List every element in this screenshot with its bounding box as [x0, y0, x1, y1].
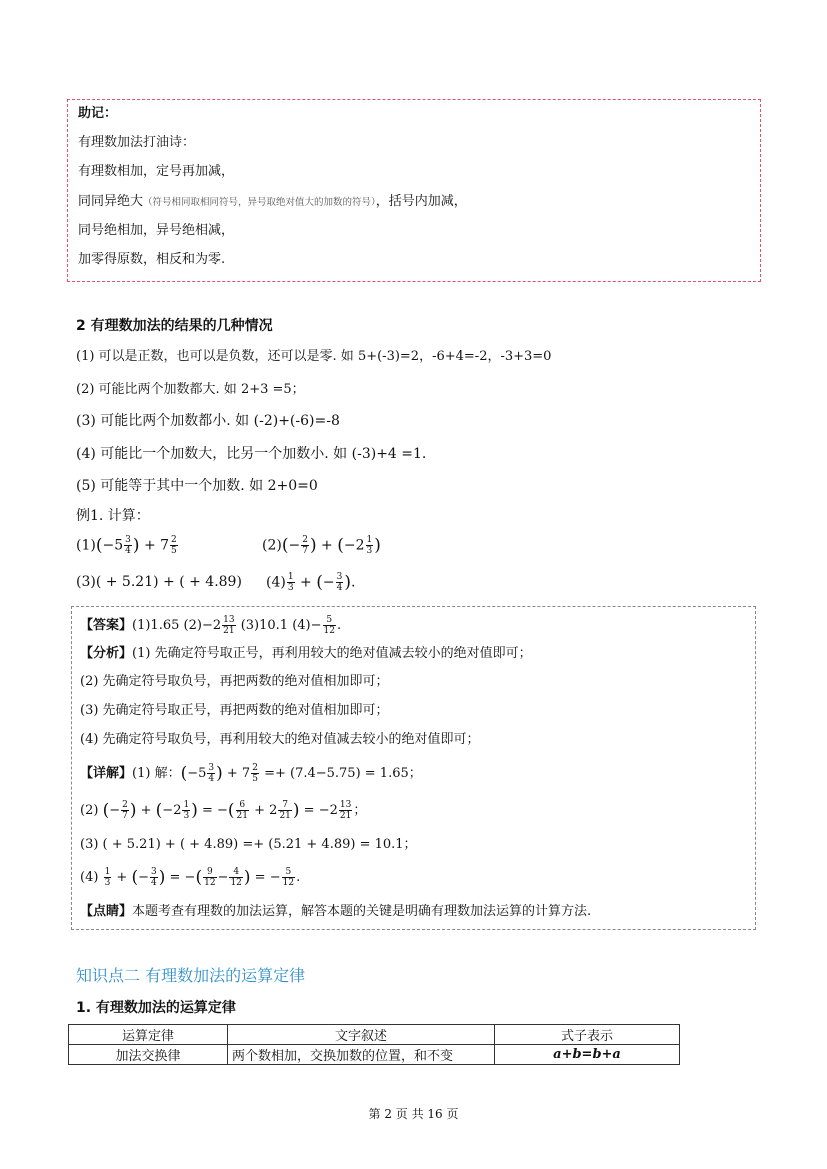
page-footer: 第 2 页 共 16 页 — [368, 1107, 459, 1121]
section2-item-5: (5) 可能等于其中一个加数. 如 2+0=0 — [76, 478, 318, 494]
example-problem-2: (2)(− $\frac{2}{7}$ ) + (−2 $\frac{1}{3}$ ) — [262, 535, 381, 556]
table-header-formula: 式子表示 — [495, 1025, 680, 1045]
answer-text: (1)1.65 (2) — [132, 618, 202, 633]
detail-1-prefix: (1) 解： — [132, 766, 181, 781]
comment-label: 【点睛】 — [80, 904, 133, 919]
rules-table — [68, 1024, 680, 1065]
comment-text: 本题考查有理数的加法运算，解答本题的关键是明确有理数加法运算的计算方法. — [132, 904, 592, 919]
detail-4-prefix: (4) — [80, 870, 99, 885]
memo-line-1: 有理数相加，定号再加减， — [78, 164, 235, 179]
analysis-line-3: (3) 先确定符号取正号，再把两数的绝对值相加即可； — [80, 703, 389, 718]
memo-line-4: 加零得原数，相反和为零. — [78, 252, 226, 267]
analysis-line-1 — [80, 645, 532, 663]
analysis-1: (1) 先确定符号取正号，再利用较大的绝对值减去较小的绝对值即可； — [132, 646, 532, 661]
answer-label: 【答案】 — [80, 618, 133, 633]
answer-text-2: (3)10.1 (4) — [240, 618, 311, 633]
comment-line — [80, 903, 591, 921]
memo-line-2-a: 同同异绝大 — [78, 194, 144, 209]
table-header-law: 运算定律 — [69, 1025, 228, 1045]
section2-item-2: (2) 可能比两个加数都大. 如 2+3 =5； — [76, 382, 305, 397]
table-cell-formula: a+b=b+a — [495, 1045, 680, 1065]
table-cell-text: 两个数相加，交换加数的位置，和不变 — [228, 1045, 495, 1065]
example-label: 例1. 计算： — [76, 508, 150, 524]
example-problem-3: (3)( + 5.21) + ( + 4.89) — [76, 574, 242, 590]
example-problem-1: (1)(−5 $\frac{3}{4}$ ) + 7 $\frac{2}{5}$ — [76, 535, 177, 556]
analysis-label: 【分析】 — [80, 646, 133, 661]
detail-2-prefix: (2) — [80, 803, 99, 818]
detail-line-1: 【详解】(1) 解：(−5 $\frac{3}{4}$ ) + 7 $\frac{2}{5}$ =+ (7.4−5.75) = 1.65； — [80, 763, 422, 784]
example-problem-4: (4) $\frac{1}{3}$ + (− $\frac{3}{4}$ ). — [266, 572, 356, 593]
table-cell-law: 加法交换律 — [69, 1045, 228, 1065]
memo-line-3: 同号绝相加，异号绝相减， — [78, 223, 235, 238]
answer-box — [71, 606, 756, 930]
example-p4-label: (4) — [266, 574, 286, 591]
example-p2-label: (2) — [262, 537, 282, 554]
detail-line-4: (4) $\frac{1}{3}$ + (− $\frac{3}{4}$ ) = −( $\frac{9}{12}$ − $\frac{4}{12}$ ) = − $\frac{5}{12}$ . — [80, 867, 301, 888]
memo-line-2-b: ，括号内加减， — [375, 194, 467, 209]
section2-item-1: (1) 可以是正数，也可以是负数，还可以是零. 如 5+(-3)=2，-6+4=-2，-3+3=0 — [76, 349, 552, 364]
detail-label: 【详解】 — [80, 766, 133, 781]
memo-subtitle: 有理数加法打油诗： — [78, 135, 196, 150]
memo-box — [67, 99, 761, 282]
detail-1-rest: =+ (7.4−5.75) = 1.65； — [264, 766, 422, 781]
table-header-row — [69, 1025, 680, 1045]
example-p1-label: (1) — [76, 537, 96, 554]
knowledge-title: 知识点二 有理数加法的运算定律 — [76, 966, 306, 985]
section2-item-4: (4) 可能比一个加数大，比另一个加数小. 如 (-3)+4 =1. — [76, 446, 427, 462]
memo-line-2-paren: （符号相同取相同符号，异号取绝对值大的加数的符号） — [143, 197, 376, 208]
section2-item-3: (3) 可能比两个加数都小. 如 (-2)+(-6)=-8 — [76, 413, 340, 429]
detail-line-2: (2) (− $\frac{2}{7}$ ) + (−2 $\frac{1}{3}$ ) = −( $\frac{6}{21}$ + 2 $\frac{7}{21}$ ) = −2 $\frac{13}{21}$ ； — [80, 800, 367, 821]
detail-line-3: (3) ( + 5.21) + ( + 4.89) =+ (5.21 + 4.89) = 10.1； — [80, 837, 417, 852]
table-header-text: 文字叙述 — [228, 1025, 495, 1045]
analysis-line-2: (2) 先确定符号取负号，再把两数的绝对值相加即可； — [80, 674, 389, 689]
knowledge-sub: 1. 有理数加法的运算定律 — [76, 1000, 236, 1016]
memo-line-2 — [78, 194, 467, 211]
memo-title: 助记： — [78, 106, 118, 121]
analysis-line-4: (4) 先确定符号取负号，再利用较大的绝对值减去较小的绝对值即可； — [80, 732, 480, 747]
section2-heading: 2 有理数加法的结果的几种情况 — [76, 318, 273, 334]
table-row — [69, 1045, 680, 1065]
answer-line: 【答案】(1)1.65 (2)−2 $\frac{13}{21}$ (3)10.1 (4)− $\frac{5}{12}$ . — [80, 615, 342, 636]
